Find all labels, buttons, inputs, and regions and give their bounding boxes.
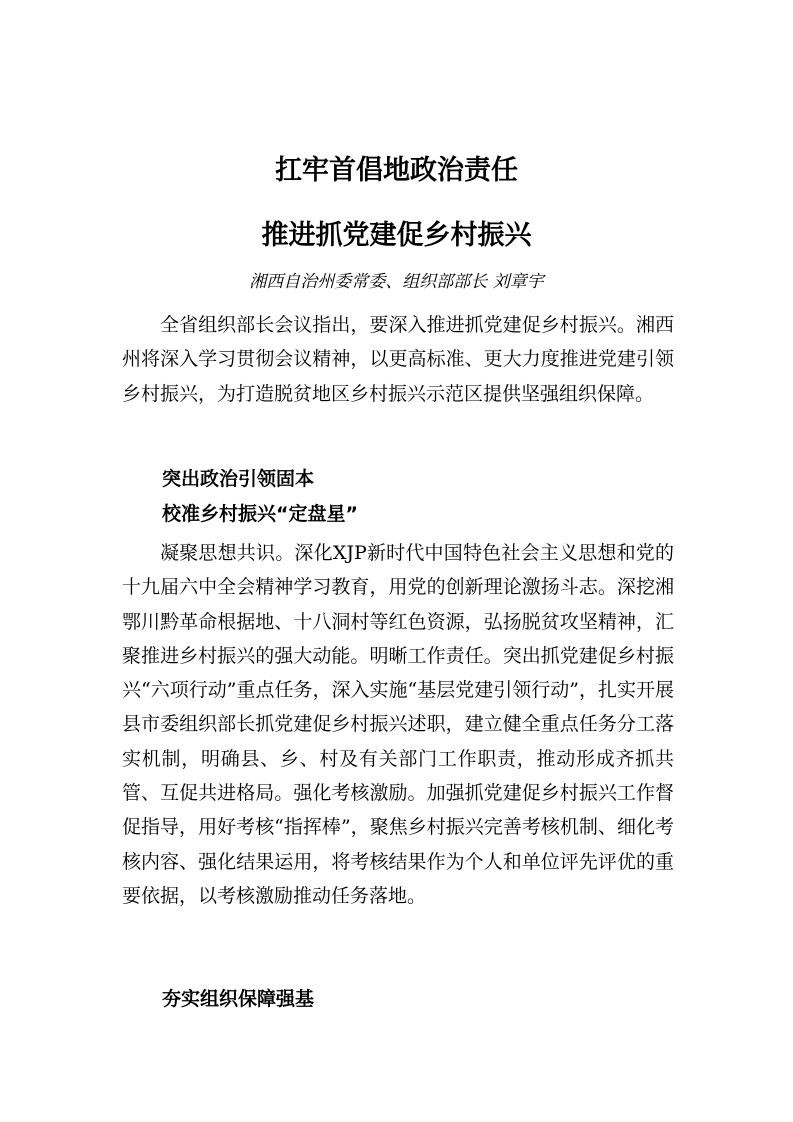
section-1-heading-a: 突出政治引领固本 [162, 468, 315, 490]
intro-paragraph: 全省组织部长会议指出，要深入推进抓党建促乡村振兴。湘西州将深入学习贯彻会议精神，以更高标准、更大力度推进党建引领乡村振兴，为打造脱贫地区乡村振兴示范区提供坚强组织保障。 [122, 314, 674, 405]
article-title-line-2: 推进抓党建促乡村振兴 [261, 220, 532, 251]
section-1-heading-b: 校准乡村振兴“定盘星” [162, 503, 358, 525]
section-2-heading: 夯实组织保障强基 [162, 988, 315, 1010]
section-1-paragraph: 凝聚思想共识。深化XJP新时代中国特色社会主义思想和党的十九届六中全会精神学习教育，用党的创新理论激扬斗志。深挖湘鄂川黔革命根据地、十八洞村等红色资源，弘扬脱贫攻坚精神，汇聚推进乡村振兴的强大动能。明晰工作责任。突出抓党建促乡村振兴“六项行动”重点任务，深入实施“基层党建引领行动”，扎实开展县市委组织部长抓党建促乡村振兴述职，建立健全重点任务分工落实机制，明确县、乡、村及有关部门工作职责，推动形成齐抓共管、互促共进格局。强化考核激励。加强抓党建促乡村振兴工作督促指导，用好考核“指挥棒”，聚焦乡村振兴完善考核机制、细化考核内容、强化结果运用，将考核结果作为个人和单位评先评优的重要依据，以考核激励推动任务落地。 [122, 542, 674, 907]
author-byline: 湘西自治州委常委、组织部部长 刘章宇 [249, 272, 544, 292]
article-title-line-1: 扛牢首倡地政治责任 [275, 155, 518, 186]
